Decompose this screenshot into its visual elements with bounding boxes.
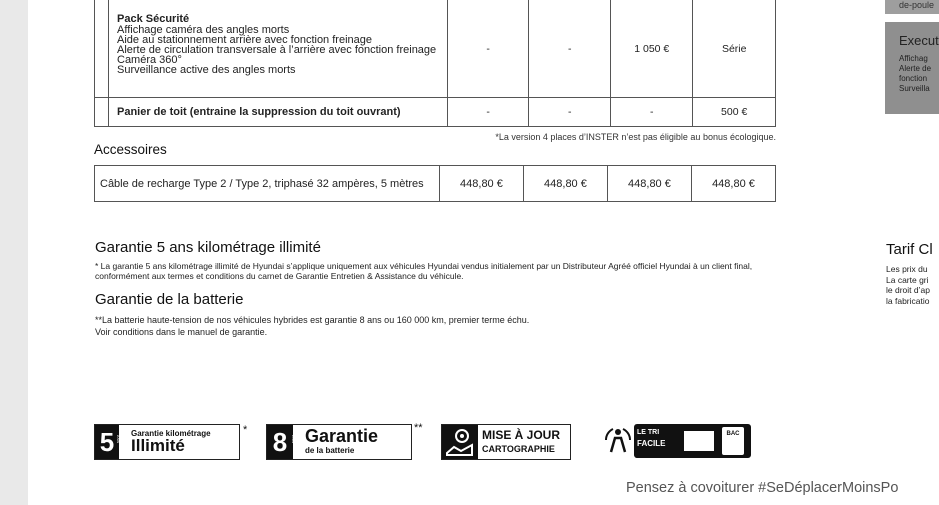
map-top: MISE À JOUR	[482, 428, 561, 442]
accessory-label: Câble de recharge Type 2 / Type 2, triphasé 32 ampères, 5 mètres	[95, 166, 440, 202]
bin-label: BAC	[726, 431, 740, 437]
table-cell: 448,80 €	[691, 166, 775, 202]
table-cell: Série	[693, 0, 776, 98]
five-number: 5	[95, 425, 119, 459]
pack-line: Aide au stationnement arrière avec fonction freinage	[117, 34, 372, 46]
table-cell: 500 €	[693, 98, 776, 127]
table-cell: 1 050 €	[611, 0, 693, 98]
table-cell: -	[611, 98, 693, 127]
pack-line: Caméra 360°	[117, 54, 182, 66]
group-indent-line	[108, 97, 109, 127]
exec-line: Affichag	[899, 54, 928, 63]
battery-heading: Garantie de la batterie	[95, 291, 244, 308]
tarif-line: la fabricatio	[886, 295, 930, 306]
eight-footnote-mark: **	[414, 422, 423, 434]
bin-icon	[722, 427, 744, 455]
table-cell: -	[529, 98, 611, 127]
warranty-5-years-logo	[94, 424, 240, 460]
eco-bonus-footnote: *La version 4 places d’INSTER n’est pas éligible au bonus écologique.	[495, 132, 776, 142]
tri-line2: FACILE	[637, 439, 666, 448]
tri-facile-badge	[634, 424, 751, 458]
warranty-heading: Garantie 5 ans kilométrage illimité	[95, 239, 321, 256]
eight-bottom: de la batterie	[305, 446, 355, 455]
exec-title: Execut	[899, 33, 939, 48]
exec-line: Surveilla	[899, 84, 930, 93]
eight-ans: ANS	[291, 435, 296, 444]
tarif-line: Les prix du	[886, 264, 928, 274]
table-cell: 448,80 €	[439, 166, 523, 202]
footer-slogan: Pensez à covoiturer #SeDéplacerMoinsPo	[626, 480, 899, 496]
table-cell: -	[447, 0, 529, 98]
accessories-heading: Accessoires	[94, 142, 167, 157]
packaging-icon	[684, 431, 714, 451]
map-update-logo	[441, 424, 571, 460]
pack-line: Affichage caméra des angles morts	[117, 24, 290, 36]
triman-logo	[603, 424, 751, 458]
executive-pack-panel	[885, 22, 939, 114]
table-cell: -	[447, 98, 529, 127]
battery-line: Voir conditions dans le manuel de garantie.	[95, 327, 268, 337]
tri-line1: LE TRI	[637, 429, 660, 436]
triman-icon	[603, 426, 633, 454]
accessories-table	[94, 165, 776, 202]
table-row	[95, 98, 776, 127]
right-panel-top	[885, 0, 939, 14]
five-ans: ANS	[116, 435, 121, 444]
right-partial-text: de-poule	[899, 0, 935, 10]
eight-top: Garantie	[305, 426, 379, 446]
pack-securite-title: Pack Sécurité	[117, 13, 190, 25]
options-table	[94, 0, 776, 127]
tarif-title: Tarif Cl	[886, 241, 933, 258]
five-footnote-mark: *	[243, 424, 248, 436]
map-bottom: CARTOGRAPHIE	[482, 444, 555, 454]
eight-number: 8	[267, 425, 293, 459]
exec-line: fonction	[899, 74, 928, 83]
tarif-line: La carte gri	[886, 274, 929, 285]
exec-line: Alerte de	[899, 64, 932, 73]
group-indent-line	[108, 0, 109, 98]
five-top: Garantie kilométrage	[131, 429, 211, 438]
warranty-text: * La garantie 5 ans kilométrage illimité de Hyundai s’applique uniquement aux véhicules Hyundai vendus initialement par un Distributeur Agréé officiel Hyundai à un client final, conformément aux termes et conditions du carnet de Garantie Entretien & Assistance du véhicule.	[95, 261, 753, 281]
battery-line: **La batterie haute-tension de nos véhicules hybrides est garantie 8 ans ou 160 000 km, premier terme échu.	[95, 315, 530, 325]
panier-toit-title: Panier de toit (entraine la suppression du toit ouvrant)	[117, 106, 401, 118]
table-cell: -	[529, 0, 611, 98]
five-big: Illimité	[131, 436, 185, 455]
tarif-line: le droit d’ap	[886, 285, 930, 295]
map-pin-icon	[442, 425, 478, 459]
pack-line: Surveillance active des angles morts	[117, 64, 296, 76]
pack-line: Alerte de circulation transversale à l’arrière avec fonction freinage	[117, 44, 437, 56]
table-row	[95, 0, 776, 98]
table-cell: 448,80 €	[523, 166, 607, 202]
table-row	[95, 166, 776, 202]
warranty-8-years-logo	[266, 424, 412, 460]
table-cell: 448,80 €	[607, 166, 691, 202]
